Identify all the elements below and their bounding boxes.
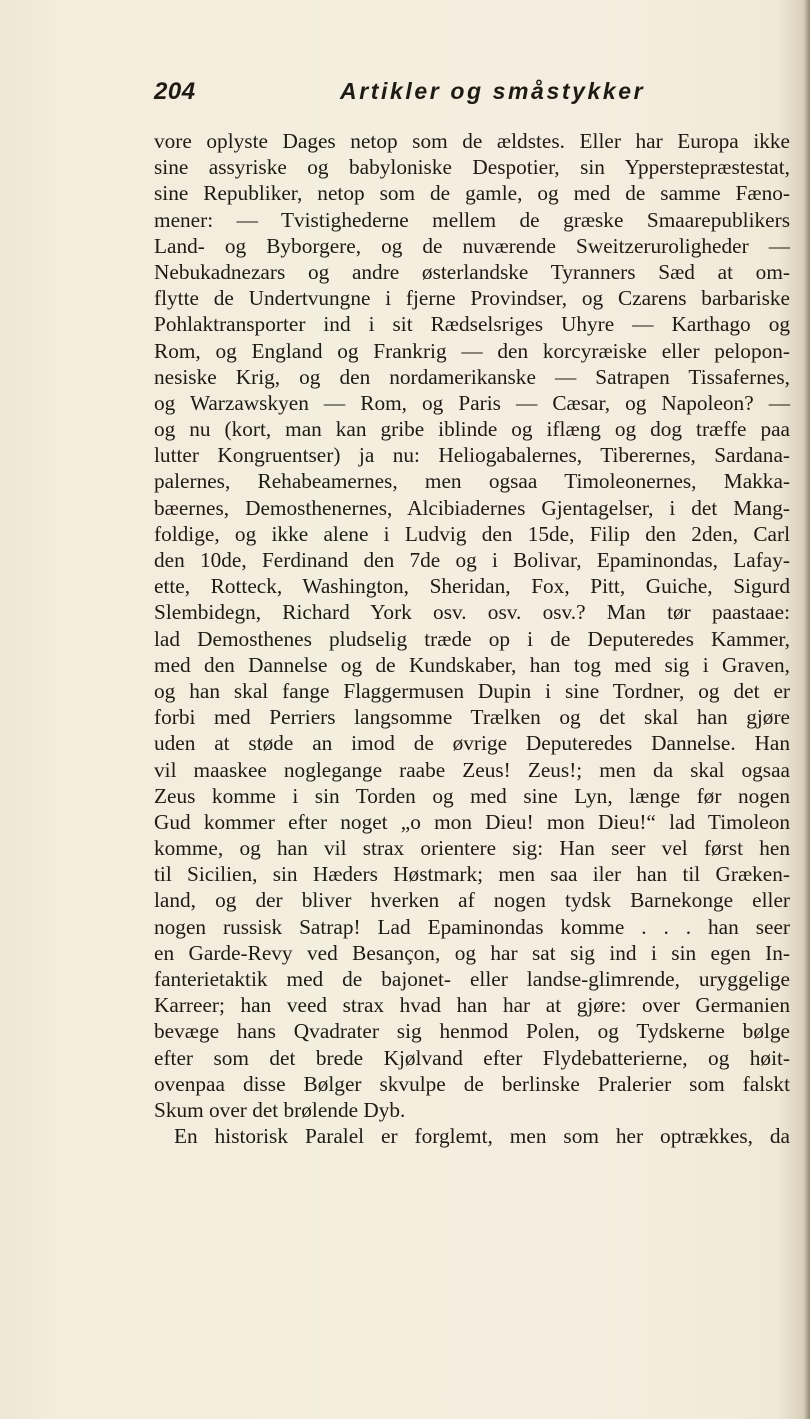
text-line: Nebukadnezars og andre østerlandske Tyranners Sæd at om-	[154, 259, 790, 284]
page-number: 204	[154, 78, 196, 105]
text-line: sine Republiker, netop som de gamle, og med de samme Fæno-	[154, 181, 790, 206]
text-line: mener: — Tvistighederne mellem de græske Smaarepublikers	[154, 207, 790, 232]
text-line: den 10de, Ferdinand den 7de og i Bolivar, Epaminondas, Lafay-	[154, 548, 790, 572]
text-line: uden at støde an imod de øvrige Deputeredes Dannelse. Han	[154, 731, 790, 756]
text-line: fanterietaktik med de bajonet- eller landse-glimrende, uryggelige	[154, 967, 790, 991]
text-line: nesiske Krig, og den nordamerikanske — Satrapen Tissafernes,	[154, 364, 790, 389]
text-line: Land- og Byborgere, og de nuværende Sweitzeruroligheder —	[154, 233, 790, 258]
text-line: forbi med Perriers langsomme Trælken og det skal han gjøre	[154, 705, 790, 730]
text-line: til Sicilien, sin Hæders Høstmark; men saa iler han til Græken-	[154, 862, 790, 887]
text-line: bæernes, Demosthenernes, Alcibiadernes Gjentagelser, i det Mang-	[154, 495, 790, 520]
text-line: sine assyriske og babyloniske Despotier, sin Ypperstepræstestat,	[154, 155, 790, 180]
text-line: ovenpaa disse Bølger skvulpe de berlinske Pralerier som falskt	[154, 1071, 790, 1096]
text-line: lad Demosthenes pludselig træde op i de Deputeredes Kammer,	[154, 626, 790, 651]
text-line: og han skal fange Flaggermusen Dupin i sine Tordner, og det er	[154, 678, 790, 703]
page-edge-shadow	[804, 0, 810, 1419]
body-text	[154, 128, 790, 1149]
text-line: palernes, Rehabeamernes, men ogsaa Timoleonernes, Makka-	[154, 469, 790, 494]
text-line: Zeus komme i sin Torden og med sine Lyn, længe før nogen	[154, 783, 790, 808]
text-line: foldige, og ikke alene i Ludvig den 15de, Filip den 2den, Carl	[154, 521, 790, 546]
text-line: bevæge hans Qvadrater sig henmod Polen, og Tydskerne bølge	[154, 1019, 790, 1044]
text-line: vil maaskee noglegange raabe Zeus! Zeus!; men da skal ogsaa	[154, 757, 790, 782]
text-line: Gud kommer efter noget „o mon Dieu! mon Dieu!“ lad Timoleon	[154, 809, 790, 834]
text-line: lutter Kongruentser) ja nu: Heliogabalernes, Tiberernes, Sardana-	[154, 443, 790, 468]
text-line: land, og der bliver hverken af nogen tydsk Barnekonge eller	[154, 888, 790, 913]
paragraph-end-line: Skum over det brølende Dyb.	[154, 1097, 406, 1122]
text-line: nogen russisk Satrap! Lad Epaminondas komme . . . han seer	[154, 914, 790, 939]
text-line: med den Dannelse og de Kundskaber, han tog med sig i Graven,	[154, 652, 790, 677]
text-line: komme, og han vil strax orientere sig: Han seer vel først hen	[154, 836, 790, 861]
text-line: og nu (kort, man kan gribe iblinde og iflæng og dog træffe paa	[154, 417, 790, 442]
text-line: efter som det brede Kjølvand efter Flydebatterierne, og høit-	[154, 1045, 790, 1070]
text-line: en Garde-Revy ved Besançon, og har sat sig ind i sin egen In-	[154, 940, 790, 965]
text-line: Karreer; han veed strax hvad han har at gjøre: over Germanien	[154, 993, 790, 1018]
text-line: vore oplyste Dages netop som de ældstes. Eller har Europa ikke	[154, 129, 790, 153]
text-line: flytte de Undertvungne i fjerne Provindser, og Czarens barbariske	[154, 286, 790, 311]
running-title: Artikler og småstykker	[340, 78, 646, 104]
text-line: ette, Rotteck, Washington, Sheridan, Fox, Pitt, Guiche, Sigurd	[154, 574, 790, 599]
text-line: Rom, og England og Frankrig — den korcyræiske eller pelopon-	[154, 338, 790, 363]
text-line: og Warzawskyen — Rom, og Paris — Cæsar, og Napoleon? —	[154, 390, 790, 415]
paragraph-start-line: En historisk Paralel er forglemt, men som her optrækkes, da	[174, 1124, 790, 1149]
text-line: Pohlaktransporter ind i sit Rædselsriges Uhyre — Karthago og	[154, 312, 790, 337]
page-header	[154, 78, 646, 112]
text-line: Slembidegn, Richard York osv. osv. osv.? Man tør paastaae:	[154, 600, 790, 625]
